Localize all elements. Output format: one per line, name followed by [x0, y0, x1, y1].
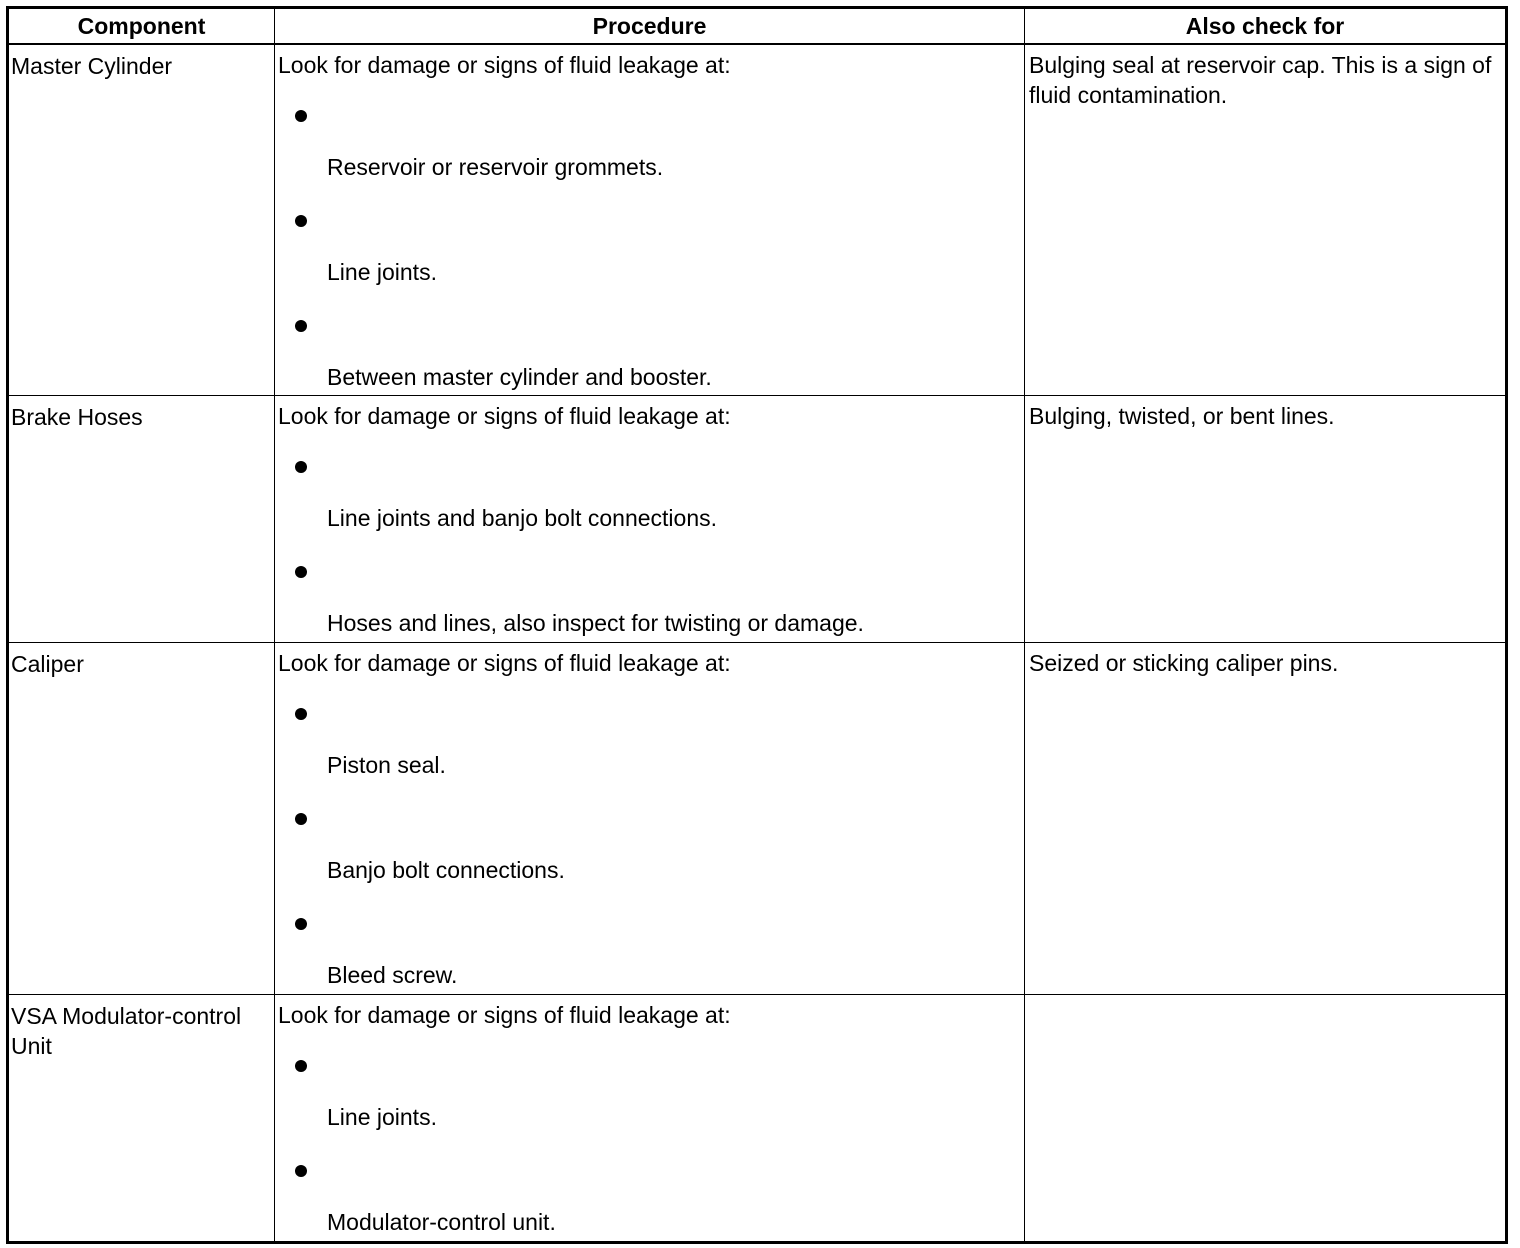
header-procedure: Procedure: [275, 8, 1025, 45]
header-component: Component: [8, 8, 275, 45]
procedure-cell: [275, 995, 1025, 1243]
also-check-text: Bulging, twisted, or bent lines.: [1029, 403, 1335, 429]
list-item: [275, 783, 1024, 888]
list-item: [275, 185, 1024, 290]
bullet-icon: [295, 320, 307, 332]
inspection-table: [6, 6, 1508, 1244]
component-cell: [8, 995, 275, 1243]
bullet-icon: [295, 708, 307, 720]
table-row: [8, 396, 1507, 643]
list-item-text: Reservoir or reservoir grommets.: [327, 154, 664, 180]
table-row: [8, 995, 1507, 1243]
also-check-cell: [1025, 44, 1507, 396]
also-check-text: Bulging seal at reservoir cap. This is a sign of fluid contamination.: [1029, 52, 1492, 108]
list-item: [275, 536, 1024, 641]
bullet-icon: [295, 918, 307, 930]
procedure-intro: Look for damage or signs of fluid leakage at:: [278, 52, 731, 78]
component-cell: [8, 44, 275, 396]
component-name: Caliper: [11, 651, 84, 677]
bullet-icon: [295, 566, 307, 578]
list-item-text: Modulator-control unit.: [327, 1209, 556, 1235]
list-item-text: Hoses and lines, also inspect for twisting or damage.: [327, 610, 864, 636]
list-item: [275, 678, 1024, 783]
list-item: [275, 1135, 1024, 1240]
header-also-check-for: Also check for: [1025, 8, 1507, 45]
list-item-text: Between master cylinder and booster.: [327, 364, 712, 390]
also-check-cell: [1025, 396, 1507, 643]
bullet-icon: [295, 1165, 307, 1177]
procedure-cell: [275, 44, 1025, 396]
table-row: [8, 643, 1507, 995]
list-item-text: Piston seal.: [327, 752, 446, 778]
table-row: [8, 44, 1507, 396]
list-item-text: Line joints.: [327, 259, 437, 285]
also-check-text: [1025, 995, 1505, 1000]
list-item: [275, 431, 1024, 536]
bullet-icon: [295, 215, 307, 227]
header-row: [8, 8, 1507, 45]
list-item-text: Line joints and banjo bolt connections.: [327, 505, 718, 531]
list-item-text: Line joints.: [327, 1104, 437, 1130]
also-check-text: Seized or sticking caliper pins.: [1029, 650, 1339, 676]
list-item: [275, 80, 1024, 185]
procedure-cell: [275, 643, 1025, 995]
component-name: Brake Hoses: [11, 404, 143, 430]
procedure-intro: Look for damage or signs of fluid leakage at:: [278, 403, 731, 429]
component-cell: [8, 643, 275, 995]
list-item: [275, 290, 1024, 395]
bullet-icon: [295, 110, 307, 122]
procedure-cell: [275, 396, 1025, 643]
also-check-cell: [1025, 995, 1507, 1243]
list-item-text: Banjo bolt connections.: [327, 857, 565, 883]
list-item: [275, 888, 1024, 993]
component-name: Master Cylinder: [11, 53, 173, 79]
bullet-icon: [295, 1060, 307, 1072]
component-cell: [8, 396, 275, 643]
procedure-intro: Look for damage or signs of fluid leakage at:: [278, 650, 731, 676]
list-item: [275, 1030, 1024, 1135]
bullet-icon: [295, 813, 307, 825]
component-name: VSA Modulator-control Unit: [11, 1003, 242, 1059]
procedure-intro: Look for damage or signs of fluid leakage at:: [278, 1002, 731, 1028]
also-check-cell: [1025, 643, 1507, 995]
list-item-text: Bleed screw.: [327, 962, 458, 988]
bullet-icon: [295, 461, 307, 473]
